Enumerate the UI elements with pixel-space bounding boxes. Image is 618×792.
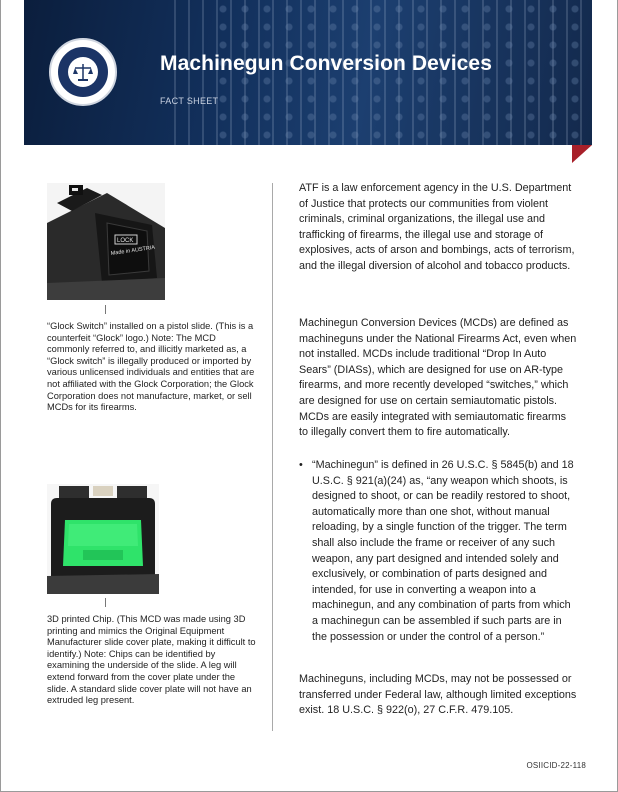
bullet-text: “Machinegun” is defined in 26 U.S.C. § 5845(b) and 18 U.S.C. § 921(a)(24) as, “any weapon which shoots, is designed to shoot, or can be readily restored to shoot, automatically more than one shot, without manual reloading, by a single function of the trigger. The term shall also include the frame or receiver of any such weapon, any part designed and intended solely and exclusively, or combination of parts designed and intended, for use in converting a weapon into a machinegun, and any combination of parts from which a machinegun can be assembled if such parts are in the possession or under the control of a person.” <box>312 459 574 643</box>
column-divider <box>272 183 273 731</box>
page-subtitle: FACT SHEET <box>160 96 219 106</box>
atf-seal-logo <box>49 38 117 106</box>
glock-switch-photo <box>47 183 165 300</box>
bullet-dot: • <box>299 459 303 471</box>
red-corner-accent <box>572 145 592 163</box>
header-banner <box>24 0 592 145</box>
chip-photo <box>47 484 159 594</box>
seal-center <box>68 57 98 87</box>
scales-icon <box>72 61 94 83</box>
caption1-pointer <box>105 305 106 314</box>
caption2-pointer <box>105 598 106 607</box>
document-code: OSIICID-22-118 <box>526 761 586 770</box>
chip-caption: 3D printed Chip. (This MCD was made using 3D printing and mimics the Original Equipment Manufacturer slide cover plate, making it difficult to identify.) Note: Chips can be identified by examining the underside of the slide. A leg will extend forward from the cover plate under the slide. A standard slide cover plate will not have an extruded leg present. <box>47 614 256 706</box>
glock-switch-caption: “Glock Switch” installed on a pistol slide. (This is a counterfeit “Glock” logo.) Note: The MCD commonly referred to, and illicitly marketed as, a “Glock switch” is illegally produced or imported by various unlicensed individuals and entities that are not affiliated with the Glock Corporation; the Glock Corporation does not manufacture, market, or sell MCDs for its firearms. <box>47 321 255 413</box>
page-title: Machinegun Conversion Devices <box>160 52 492 75</box>
photo1-label-top: LOCK <box>117 238 134 244</box>
photo1-label-bottom: Made in AUSTRIA <box>110 244 156 257</box>
atf-description-paragraph: ATF is a law enforcement agency in the U.S. Department of Justice that protects our communities from violent criminals, criminal organizations, the illegal use and trafficking of firearms, the illegal use and storage of explosives, acts of arson and bombings, acts of terrorism, and the illegal diversion of alcohol and tobacco products. <box>299 182 575 272</box>
legal-status-paragraph: Machineguns, including MCDs, may not be possessed or transferred under Federal law, although limited exceptions exist. 18 U.S.C. § 922(o), 27 C.F.R. 479.105. <box>299 673 577 717</box>
mcd-definition-paragraph: Machinegun Conversion Devices (MCDs) are defined as machineguns under the National Firearms Act, even when not installed. MCDs include traditional “Drop In Auto Sears” (DIASs), which are designed for use on AR-type firearms, and more recently developed “switches,” which are designed for use on certain semiautomatic pistols. MCDs are easily integrated with semiautomatic firearms to illegally convert them to fire automatically. <box>299 317 577 439</box>
seal-ring <box>56 45 110 99</box>
